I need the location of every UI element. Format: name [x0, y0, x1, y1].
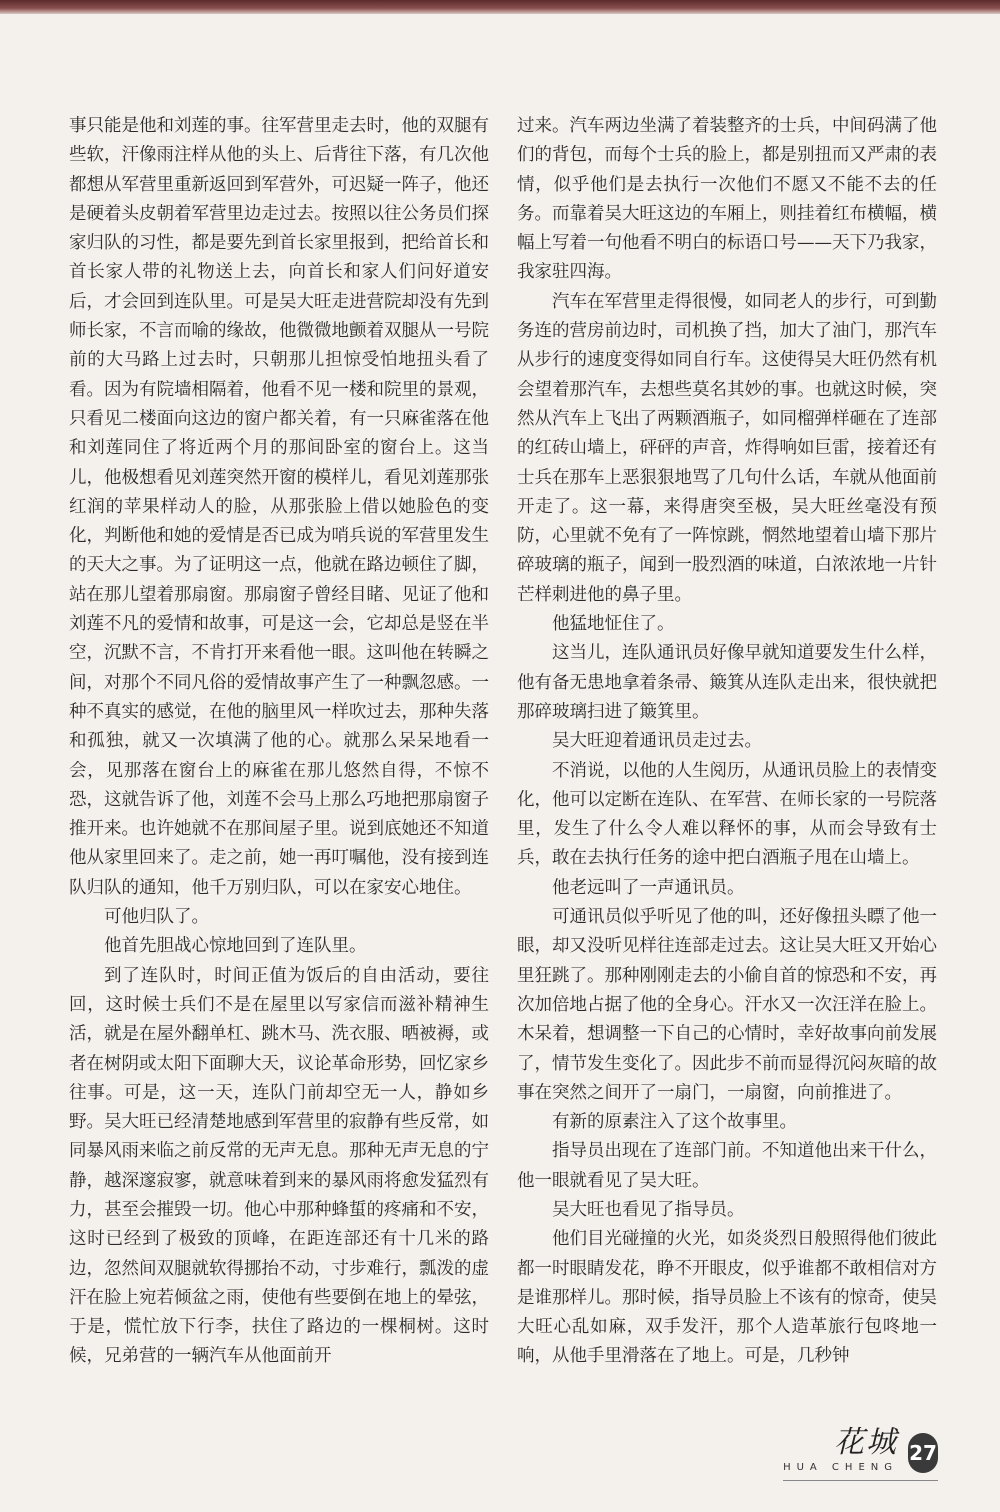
paragraph: 他老远叫了一声通讯员。	[552, 877, 745, 898]
paragraph: 吴大旺迎着通讯员走过去。	[552, 731, 762, 752]
magazine-pinyin: HUA CHENG	[783, 1462, 898, 1473]
left-text-column	[69, 112, 489, 1372]
paragraph: 他首先胆战心惊地回到了连队里。	[104, 936, 367, 957]
paragraph: 指导员出现在了连部门前。不知道他出来干什么，他一眼就看见了吴大旺。	[517, 1141, 937, 1191]
paragraph: 他们目光碰撞的火光，如炎炎烈日般照得他们彼此都一时眼睛发花，睁不开眼皮，似乎谁都不敢相信对方是谁那样儿。那时候，指导员脸上不该有的惊奇，使吴大旺心乱如麻，双手发汗，那个人造革旅行包咚地一响，从他手里滑落在了地上。可是，几秒钟	[517, 1229, 937, 1367]
paragraph: 可他归队了。	[104, 907, 209, 928]
paragraph: 有新的原素注入了这个故事里。	[552, 1112, 797, 1133]
page-number: 27	[908, 1433, 938, 1473]
paragraph: 可通讯员似乎听见了他的叫，还好像扭头瞟了他一眼，却又没听见样往连部走过去。这让吴大旺又开始心里狂跳了。那种刚刚走去的小偷自首的惊恐和不安，再次加倍地占据了他的全身心。汗水又一次汪洋在脸上。木呆着，想调整一下自己的心情时，幸好故事向前发展了，情节发生变化了。因此步不前而显得沉闷灰暗的故事在突然之间开了一扇门，一扇窗，向前推进了。	[517, 907, 937, 1103]
paragraph: 过来。汽车两边坐满了着装整齐的士兵，中间码满了他们的背包，而每个士兵的脸上，都是别扭而又严肃的表情，似乎他们是去执行一次他们不愿又不能不去的任务。而靠着吴大旺这边的车厢上，则挂着红布横幅，横幅上写着一句他看不明白的标语口号——天下乃我家，我家驻四海。	[517, 116, 937, 283]
page-top-edge	[0, 0, 1000, 14]
footer-divider	[783, 1480, 938, 1481]
paragraph: 吴大旺也看见了指导员。	[552, 1199, 745, 1220]
paragraph: 这当儿，连队通讯员好像早就知道要发生什么样，他有备无患地拿着条帚、簸箕从连队走出来，很快就把那碎玻璃扫进了簸箕里。	[517, 643, 937, 722]
magazine-title: 花城	[834, 1425, 898, 1460]
paragraph: 事只能是他和刘莲的事。往军营里走去时，他的双腿有些软，汗像雨注样从他的头上、后背往下落，有几次他都想从军营里重新返回到军营外，可迟疑一阵子，他还是硬着头皮朝着军营里边走过去。按照以往公务员们探家归队的习性，都是要先到首长家里报到，把给首长和首长家人带的礼物送上去，向首长和家人们问好道安后，才会回到连队里。可是吴大旺走进营院却没有先到师长家，不言而喻的缘故，他微微地颤着双腿从一号院前的大马路上过去时，只朝那儿担惊受怕地扭头看了看。因为有院墙相隔着，他看不见一楼和院里的景观，只看见二楼面向这边的窗户都关着，有一只麻雀落在他和刘莲同住了将近两个月的那间卧室的窗台上。这当儿，他极想看见刘莲突然开窗的模样儿，看见刘莲那张红润的苹果样动人的脸，从那张脸上借以她脸色的变化，判断他和她的爱情是否已成为哨兵说的军营里发生的天大之事。为了证明这一点，他就在路边顿住了脚，站在那儿望着那扇窗。那扇窗子曾经目睹、见证了他和刘莲不凡的爱情和故事，可是这一会，它却总是竖在半空，沉默不言，不肯打开来看他一眼。这叫他在转瞬之间，对那个不同凡俗的爱情故事产生了一种飘忽感。一种不真实的感觉，在他的脑里风一样吹过去，那种失落和孤独，就又一次填满了他的心。就那么呆呆地看一会，见那落在窗台上的麻雀在那儿悠然自得，不惊不恐，这就告诉了他，刘莲不会马上那么巧地把那扇窗子推开来。也许她就不在那间屋子里。说到底她还不知道他从家里回来了。走之前，她一再叮嘱他，没有接到连队归队的通知，他千万别归队，可以在家安心地住。	[69, 116, 489, 898]
paragraph: 不消说，以他的人生阅历，从通讯员脸上的表情变化，他可以定断在连队、在军营、在师长家的一号院落里，发生了什么令人难以释怀的事，从而会导致有士兵，敢在去执行任务的途中把白酒瓶子甩在山墙上。	[517, 760, 937, 869]
paragraph: 到了连队时，时间正值为饭后的自由活动，要往回，这时候士兵们不是在屋里以写家信而滋补精神生活，就是在屋外翻单杠、跳木马、洗衣服、晒被褥，或者在树阴或太阳下面聊大天，议论革命形势，回忆家乡往事。可是，这一天，连队门前却空无一人，静如乡野。吴大旺已经清楚地感到军营里的寂静有些反常，如同暴风雨来临之前反常的无声无息。那种无声无息的宁静，越深邃寂寥，就意味着到来的暴风雨将愈发猛烈有力，甚至会摧毁一切。他心中那种蜂蜇的疼痛和不安，这时已经到了极致的顶峰，在距连部还有十几米的路边，忽然间双腿就软得挪抬不动，寸步难行，瓢泼的虚汗在脸上宛若倾盆之雨，使他有些要倒在地上的晕弦，于是，慌忙放下行李，扶住了路边的一棵桐树。这时候，兄弟营的一辆汽车从他面前开	[69, 965, 489, 1367]
page-footer	[783, 1425, 938, 1473]
paragraph: 他猛地怔住了。	[552, 614, 675, 635]
paragraph: 汽车在军营里走得很慢，如同老人的步行，可到勤务连的营房前边时，司机换了挡，加大了油门，那汽车从步行的速度变得如同自行车。这使得吴大旺仍然有机会望着那汽车，去想些莫名其妙的事。也就这时候，突然从汽车上飞出了两颗酒瓶子，如同榴弹样砸在了连部的红砖山墙上，砰砰的声音，炸得响如巨雷，接着还有士兵在那车上恶狠狠地骂了几句什么话，车就从他面前开走了。这一幕，来得唐突至极，吴大旺丝毫没有预防，心里就不免有了一阵惊跳，惘然地望着山墙下那片碎玻璃的瓶子，闻到一股烈酒的味道，白浓浓地一片针芒样刺进他的鼻子里。	[517, 291, 937, 605]
right-text-column	[517, 112, 937, 1372]
magazine-logo	[783, 1425, 898, 1473]
